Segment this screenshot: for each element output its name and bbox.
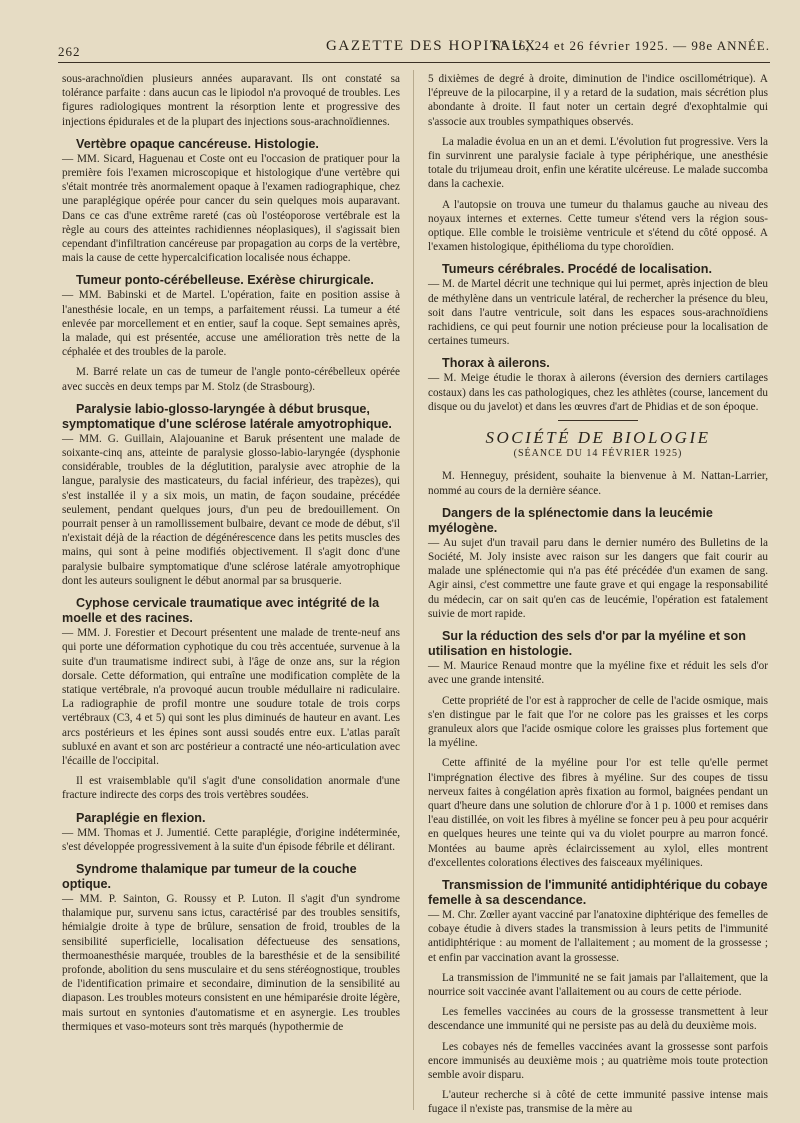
article-paragraph: A l'autopsie on trouva une tumeur du thalamus gauche au niveau des noyaux internes et externes. Cette tumeur s'étend vers la région sous-optique. Elle comble le troisième ventricule et s'étend du côté opposé. A l'examen histologique, épithélioma du type choroïdien. bbox=[428, 198, 768, 254]
running-header bbox=[58, 38, 770, 60]
article-body: — M. Meige étudie le thorax à ailerons (éversion des derniers cartilages costaux) dans les cas pathologiques, chez les athlètes (course, lancement du disque ou du javelot) et dans les œuvres d'art de Phidias et de son époque. bbox=[428, 372, 768, 413]
section-subtitle: (SÉANCE DU 14 FÉVRIER 1925) bbox=[513, 448, 683, 460]
article-heading: Tumeurs cérébrales. Procédé de localisation. bbox=[442, 262, 712, 277]
article-heading: Vertèbre opaque cancéreuse. Histologie. bbox=[76, 136, 319, 151]
article-paragraph: Les femelles vaccinées au cours de la grossesse transmettent à leur descendance une immunité qui ne persiste pas au delà du deuxième mois. bbox=[428, 1006, 768, 1033]
issue-info: Nº 16, 24 et 26 février 1925. — 98e ANNÉE. bbox=[491, 38, 770, 53]
article-paragraph: La maladie évolua en un an et demi. L'évolution fut progressive. Vers la fin survinrent une paralysie faciale à type périphérique, une anesthésie totale du trijumeau droit, enfin une kératite ulcéreuse. Le malade succomba dans la cachexie. bbox=[428, 135, 768, 191]
article-heading: Paraplégie en flexion. bbox=[76, 810, 206, 825]
article-paragraph: L'auteur recherche si à côté de cette immunité passive intense mais fugace il n'existe pas, transmise de la mère au bbox=[428, 1089, 768, 1116]
right-column bbox=[428, 72, 768, 1123]
article-body: — MM. J. Forestier et Decourt présentent une malade de trente-neuf ans qui porte une déformation cyphotique du cou très accentuée, survenue à la suite d'un traumatisme indirect subi, à l'âge de onze ans, sur la région dorsale. Cette déformation, qui entraîne une modification complète de la statique vertébrale, n'a provoqué aucun trouble médullaire ni radiculaire. La radiographie de profil montre une soudure totale de trois corps vertébraux (C3, 4 et 5) qui sont les plus diminués de hauteur en avant. Les arcs postérieurs et les épines sont aussi soudés entre eux. L'atlas paraît subluxé en avant et son arc postérieur a contracté une néo-articulation avec l'écaille de l'occipital. bbox=[62, 627, 400, 767]
article-body: — MM. Babinski et de Martel. L'opération, faite en position assise à l'anesthésie locale, en un temps, a parfaitement réussi. La tumeur a été enlevée par morcellement et en entier, sauf la coque. Sept semaines après, la malade, qui est présentée, accuse une amélioration très nette de la céphalée et des troubles de la parole. bbox=[62, 289, 400, 359]
article-paragraph: Les cobayes nés de femelles vaccinées avant la grossesse sont parfois encore immunisés au deuxième mois ; au quatrième mois toute protection semble avoir disparu. bbox=[428, 1040, 768, 1081]
article-body: — M. Maurice Renaud montre que la myéline fixe et réduit les sels d'or avec une grande intensité. bbox=[428, 660, 768, 687]
article-body: — MM. P. Sainton, G. Roussy et P. Luton. Il s'agit d'un syndrome thalamique pur, survenu sans ictus, caractérisé par des troubles sensitifs, hémialgie droite à type de brûlure, sensation de froid, troubles de la sensibilité superficielle, localisation défectueuse des sensations, thermoanesthésie marquée, troubles de la baresthésie et de la sensibilité profonde, abolition du sens musculaire et du sens stéréognostique, troubles de l'identification primaire et secondaire, diminution de la sensibilité au diapason. Les troubles moteurs consistent en une hémiparésie droite légère, mais surtout en syntonies d'automatisme et en asynergie. Les troubles thermiques et vaso-moteurs sont très marqués (hypothermie de bbox=[62, 892, 400, 1033]
column-divider bbox=[413, 70, 414, 1110]
article-paragraph: M. Barré relate un cas de tumeur de l'angle ponto-cérébelleux opérée avec succès en deux temps par M. Stolz (de Strasbourg). bbox=[62, 366, 400, 393]
article-heading: Cyphose cervicale traumatique avec intégrité de la moelle et des racines. bbox=[62, 596, 380, 626]
section-rule bbox=[558, 420, 638, 421]
article-body: — Au sujet d'un travail paru dans le dernier numéro des Bulletins de la Société, M. Joly insiste avec raison sur les dangers que fait courir au malade une splénectomie qui n'a pas été précédée d'un examen de sang. Agir ainsi, c'est commettre une faute grave et qui engage la responsabilité du médecin, car on sait qu'en cas de leucémie, l'opération est fatalement suivie de mort rapide. bbox=[428, 536, 768, 620]
left-column bbox=[62, 72, 400, 1040]
article-paragraph: La transmission de l'immunité ne se fait jamais par l'allaitement, que la nourrice soit vaccinée avant l'allaitement ou au cours de cette période. bbox=[428, 971, 768, 998]
continued-paragraph: 5 dixièmes de degré à droite, diminution de l'indice oscillométrique). A l'épreuve de la pilocarpine, il y a retard de la sudation, mais sécrétion plus abondante à droite. Il faut noter un certain degré d'exophtalmie qui s'associe aux troubles sympathiques observés. bbox=[428, 73, 768, 128]
article-heading: Sur la réduction des sels d'or par la myéline et son utilisation en histologie. bbox=[428, 629, 746, 659]
header-rule bbox=[58, 62, 770, 63]
article-paragraph: Cette propriété de l'or est à rapprocher de celle de l'acide osmique, mais s'en distingue par le fait que l'or ne colore pas les graisses et les corps granuleux alors que l'acide osmique colore les graisses plus fortement que la myéline. bbox=[428, 694, 768, 750]
article-heading: Thorax à ailerons. bbox=[442, 356, 550, 371]
intro-paragraph: sous-arachnoïdien plusieurs années auparavant. Ils ont constaté sa tolérance parfaite : dans aucun cas le lipiodol n'a provoqué de troubles. Les figures radiologiques montrent la résorption lente et progressive des injections épidurales et de la plupart des injections sous-arachnoïdiennes. bbox=[62, 73, 400, 128]
page-number: 262 bbox=[58, 44, 81, 59]
article-heading: Dangers de la splénectomie dans la leucémie myélogène. bbox=[428, 505, 713, 535]
article-heading: Transmission de l'immunité antidiphtérique du cobaye femelle à sa descendance. bbox=[428, 877, 768, 907]
section-title: SOCIÉTÉ DE BIOLOGIE bbox=[485, 428, 711, 448]
article-paragraph: Il est vraisemblable qu'il s'agit d'une consolidation anormale d'une fracture indirecte des corps des trois vertèbres soudées. bbox=[62, 775, 400, 802]
article-body: — M. de Martel décrit une technique qui lui permet, après injection de bleu de méthylène dans un ventricule latéral, de rechercher la présence du bleu, soit dans l'autre ventricule, soit dans les espaces sous-arachnoïdiens rachidiens, ce qui peut fournir une notion précieuse pour la localisation de certaines tumeurs. bbox=[428, 278, 768, 348]
article-body: — M. Chr. Zœller ayant vacciné par l'anatoxine diphtérique des femelles de cobaye étudie à divers stades la transmission à leurs petits de l'immunité antidiphtérique : au moment de l'allaitement ; au moment de la grossesse ; et enfin par vaccination avant la grossesse. bbox=[428, 908, 768, 964]
journal-title: GAZETTE DES HOPITAUX bbox=[326, 38, 537, 54]
article-paragraph: Cette affinité de la myéline pour l'or est telle qu'elle permet l'imprégnation élective des fibres à myéline. Sur des coupes de tissu nerveux faites à congélation après fixation au formol, baignées pendant un quart d'heure dans une solution de chlorure d'or à 1 p. 1000 et remises dans l'eau distillée, on voit les fibres à myéline se foncer peu à peu pour acquérir en quelques heures une teinte qui va du violet pourpre au marron foncé. Montées au baume après éclaircissement au xylol, elles montrent d'excellentes colorations électives des faisceaux myéliniques. bbox=[428, 757, 768, 869]
article-heading: Tumeur ponto-cérébelleuse. Exérèse chirurgicale. bbox=[76, 273, 374, 288]
article-body: — MM. G. Guillain, Alajouanine et Baruk présentent une malade de soixante-cinq ans, atteinte de paralysie glosso-labio-laryngée (dysphonie considérable, troubles de la déglutition, paralysie avec atrophie de la langue, paralysie des masticateurs, du facial inférieur, des trapèzes), qui s'est installée il y a six mois, un matin, de façon soudaine, précédée seulement, pendant quelques jours, d'un peu de bredouillement. On pourrait penser à un ramollissement bulbaire, devant ce mode de début, s'il n'existait déjà de la réaction de dégénérescence dans les petits muscles des mains, qui sont à peine modifiés objectivement. Il s'agit donc d'une paralysie bulbaire symptomatique d'une sclérose latérale amyotrophique dont les auteurs soulignent le début anormal par sa brusquerie. bbox=[62, 432, 400, 587]
article-heading: Syndrome thalamique par tumeur de la couche optique. bbox=[62, 861, 357, 891]
article-body: — MM. Sicard, Haguenau et Coste ont eu l'occasion de pratiquer pour la première fois l'examen microscopique et histologique d'une vertèbre qui s'était montrée très anormalement opaque à l'examen radiographique, chez une paraplégique opérée pour cancer du sein quelques mois auparavant. Dans ce cas d'une extrême rareté (cas où l'ostéoporose vertébrale est la règle au cours des atteintes rachidiennes néoplasiques), il s'agissait bien cependant d'infiltration cancéreuse par propagation au corps de la vertèbre, mais la cause de cette hypercalcification localisée nous échappe. bbox=[62, 152, 400, 265]
section-intro: M. Henneguy, président, souhaite la bienvenue à M. Nattan-Larrier, nommé au cours de la dernière séance. bbox=[428, 470, 768, 497]
article-body: — MM. Thomas et J. Jumentié. Cette paraplégie, d'origine indéterminée, s'est développée progressivement à la suite d'un épisode fébrile et délirant. bbox=[62, 826, 400, 853]
article-heading: Paralysie labio-glosso-laryngée à début brusque, symptomatique d'une sclérose latérale amyotrophique. bbox=[62, 401, 392, 431]
